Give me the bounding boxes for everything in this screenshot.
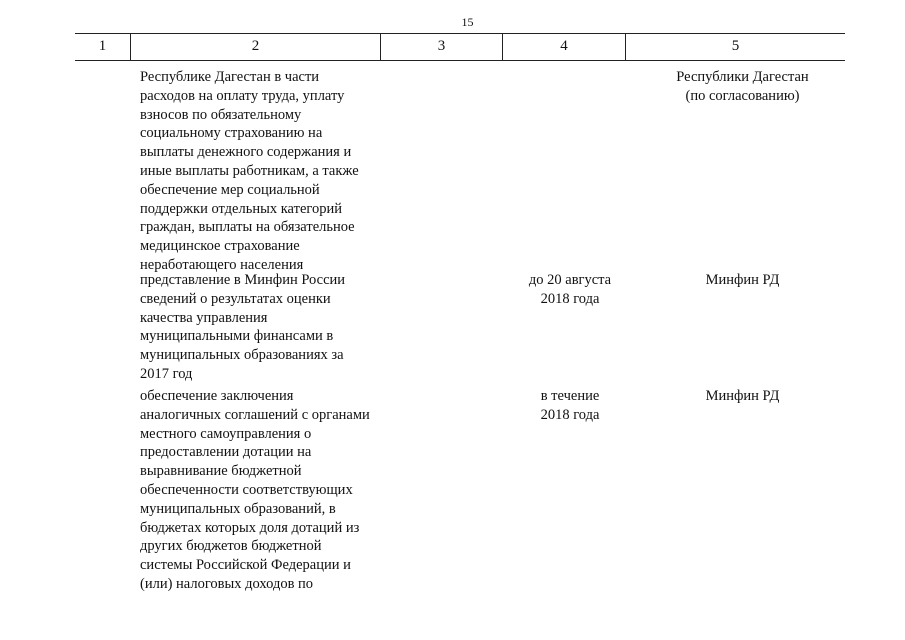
page-number: 15 [461,15,474,29]
text-line: до 20 августа [528,272,612,288]
text-line: муниципальных образований, в [140,500,336,517]
table-row-3-description [140,387,385,594]
table-row-2-term [505,271,635,309]
text-line: сведений о результатах оценки [140,290,331,307]
text-line: системы Российской Федерации и [140,557,351,574]
table-row-1-description [140,68,385,275]
table-row-1-responsible [650,68,835,106]
text-line: аналогичных соглашений с органами [140,406,370,423]
header-bottom-rule [75,60,845,61]
text-line: качества управления [140,309,268,326]
text-line: (по согласованию) [685,87,800,104]
text-line: в течение [540,388,600,404]
text-line: 2017 год [140,365,193,382]
table-row-2-responsible [650,271,835,290]
text-line: иные выплаты работникам, а также [140,162,359,179]
text-line: обеспечение мер социальной [140,181,320,198]
text-line: обеспечение заключения [140,388,294,404]
text-line: выплаты денежного содержания и [140,144,352,161]
text-line: медицинское страхование [140,238,300,255]
column-header-1: 1 [98,38,107,54]
column-header-2: 2 [251,38,260,54]
text-line: бюджетах которых доля дотаций из [140,519,360,536]
table-row-2-description [140,271,385,384]
header-top-rule [75,33,845,34]
text-line: поддержки отдельных категорий [140,200,342,217]
text-line: Минфин РД [705,388,780,404]
table-row-3-responsible [650,387,835,406]
text-line: муниципальными финансами в [140,328,334,345]
text-line: муниципальных образованиях за [140,347,344,364]
text-line: представление в Минфин России [140,272,346,288]
text-line: обеспеченности соответствующих [140,481,353,498]
text-line: выравнивание бюджетной [140,463,302,480]
text-line: местного самоуправления о [140,425,312,442]
text-line: (или) налоговых доходов по [140,575,314,592]
column-header-3: 3 [437,38,446,54]
text-line: Республики Дагестан [676,69,809,85]
text-line: Минфин РД [705,272,780,288]
text-line: Республике Дагестан в части [140,69,320,85]
text-line: расходов на оплату труда, уплату [140,87,345,104]
text-line: неработающего населения [140,256,304,273]
text-line: социальному страхованию на [140,125,323,142]
text-line: 2018 года [540,406,600,423]
column-header-5: 5 [731,38,740,54]
column-header-4: 4 [560,38,568,54]
text-line: граждан, выплаты на обязательное [140,219,355,236]
text-line: взносов по обязательному [140,106,302,123]
text-line: других бюджетов бюджетной [140,538,322,555]
text-line: предоставлении дотации на [140,444,312,461]
text-line: 2018 года [540,290,600,307]
table-row-3-term [505,387,635,425]
